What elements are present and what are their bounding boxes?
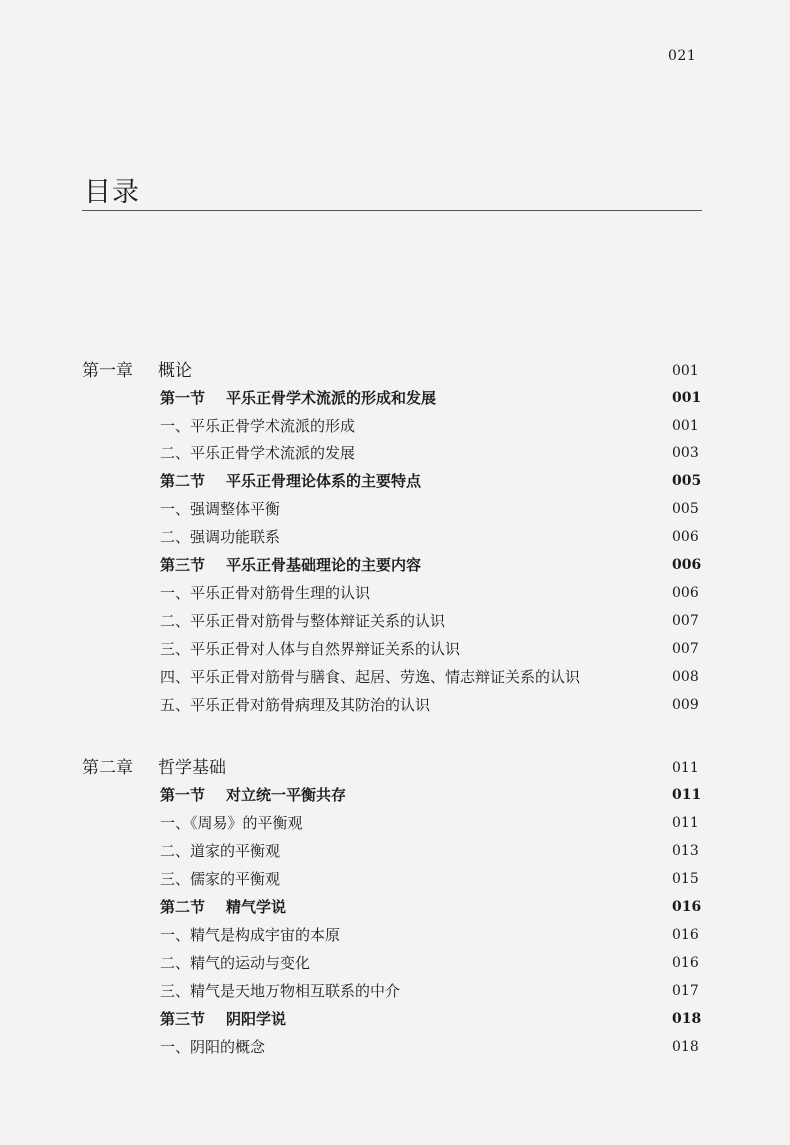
toc-section-number: 第三节 <box>160 556 206 574</box>
toc-section-row <box>160 386 702 410</box>
toc-item-title: 一、平乐正骨对筋骨生理的认识 <box>160 584 371 602</box>
toc-item-row <box>160 979 699 1003</box>
toc-title: 目录 <box>84 177 140 208</box>
toc-page-number: 006 <box>672 585 699 601</box>
toc-section-title: 平乐正骨基础理论的主要内容 <box>226 556 422 574</box>
toc-item-row <box>160 693 699 717</box>
toc-section-number: 第二节 <box>160 898 206 916</box>
toc-page-number: 009 <box>672 697 699 713</box>
toc-item-row <box>160 525 699 549</box>
toc-page-number: 003 <box>672 445 699 461</box>
toc-section-row <box>160 783 702 807</box>
toc-page-number: 017 <box>672 983 699 999</box>
toc-chapter-row <box>82 756 699 780</box>
toc-chapter-title: 哲学基础 <box>158 758 226 778</box>
toc-item-title: 二、强调功能联系 <box>160 528 281 546</box>
toc-page-number: 006 <box>672 529 699 545</box>
toc-page-number: 006 <box>672 557 702 573</box>
toc-page-number: 005 <box>672 473 702 489</box>
toc-section-row <box>160 895 702 919</box>
toc-chapter-number: 第一章 <box>82 361 133 381</box>
toc-page-number: 001 <box>672 363 699 379</box>
toc-page-number: 007 <box>672 613 699 629</box>
toc-item-row <box>160 414 699 438</box>
toc-page-number: 018 <box>672 1011 702 1027</box>
toc-chapter-row <box>82 359 699 383</box>
toc-chapter-title: 概论 <box>158 361 192 381</box>
toc-page-number: 015 <box>672 871 699 887</box>
toc-page-number: 011 <box>672 787 702 803</box>
toc-item-row <box>160 923 699 947</box>
toc-section-number: 第二节 <box>160 472 206 490</box>
toc-page-number: 018 <box>672 1039 699 1055</box>
toc-item-row <box>160 637 699 661</box>
toc-section-number: 第一节 <box>160 786 206 804</box>
toc-item-title: 一、精气是构成宇宙的本原 <box>160 926 341 944</box>
toc-page-number: 005 <box>672 501 699 517</box>
toc-page-number: 016 <box>672 899 702 915</box>
toc-section-row <box>160 469 702 493</box>
toc-section-title: 精气学说 <box>226 898 287 916</box>
title-divider <box>82 210 702 211</box>
toc-item-row <box>160 951 699 975</box>
toc-page-number: 001 <box>672 390 702 406</box>
toc-item-title: 二、道家的平衡观 <box>160 842 281 860</box>
toc-page-number: 011 <box>672 760 699 776</box>
toc-item-title: 四、平乐正骨对筋骨与膳食、起居、劳逸、情志辩证关系的认识 <box>160 668 581 686</box>
toc-page-number: 016 <box>672 955 699 971</box>
toc-item-title: 二、平乐正骨学术流派的发展 <box>160 444 356 462</box>
toc-page-number: 008 <box>672 669 699 685</box>
toc-page-number: 013 <box>672 843 699 859</box>
toc-section-number: 第三节 <box>160 1010 206 1028</box>
toc-page-number: 011 <box>672 815 699 831</box>
page-number: 021 <box>668 48 697 64</box>
toc-item-title: 二、平乐正骨对筋骨与整体辩证关系的认识 <box>160 612 446 630</box>
toc-item-title: 二、精气的运动与变化 <box>160 954 311 972</box>
toc-item-title: 一、阴阳的概念 <box>160 1038 266 1056</box>
toc-item-row <box>160 811 699 835</box>
toc-item-row <box>160 839 699 863</box>
toc-item-row <box>160 581 699 605</box>
toc-section-number: 第一节 <box>160 389 206 407</box>
toc-section-row <box>160 553 702 577</box>
toc-item-title: 三、平乐正骨对人体与自然界辩证关系的认识 <box>160 640 461 658</box>
toc-page-number: 016 <box>672 927 699 943</box>
toc-section-title: 平乐正骨学术流派的形成和发展 <box>226 389 437 407</box>
toc-item-row <box>160 609 699 633</box>
toc-item-title: 五、平乐正骨对筋骨病理及其防治的认识 <box>160 696 431 714</box>
toc-item-title: 三、儒家的平衡观 <box>160 870 281 888</box>
toc-item-row <box>160 1035 699 1059</box>
toc-item-row <box>160 497 699 521</box>
toc-item-title: 三、精气是天地万物相互联系的中介 <box>160 982 401 1000</box>
toc-chapter-number: 第二章 <box>82 758 133 778</box>
toc-page-number: 007 <box>672 641 699 657</box>
toc-item-title: 一、强调整体平衡 <box>160 500 281 518</box>
toc-section-title: 对立统一平衡共存 <box>226 786 347 804</box>
toc-section-title: 平乐正骨理论体系的主要特点 <box>226 472 422 490</box>
toc-item-row <box>160 867 699 891</box>
toc-item-row <box>160 441 699 465</box>
toc-item-title: 一、平乐正骨学术流派的形成 <box>160 417 356 435</box>
toc-item-row <box>160 665 699 689</box>
toc-section-row <box>160 1007 702 1031</box>
toc-section-title: 阴阳学说 <box>226 1010 287 1028</box>
toc-item-title: 一、《周易》的平衡观 <box>160 814 303 832</box>
toc-page-number: 001 <box>672 418 699 434</box>
